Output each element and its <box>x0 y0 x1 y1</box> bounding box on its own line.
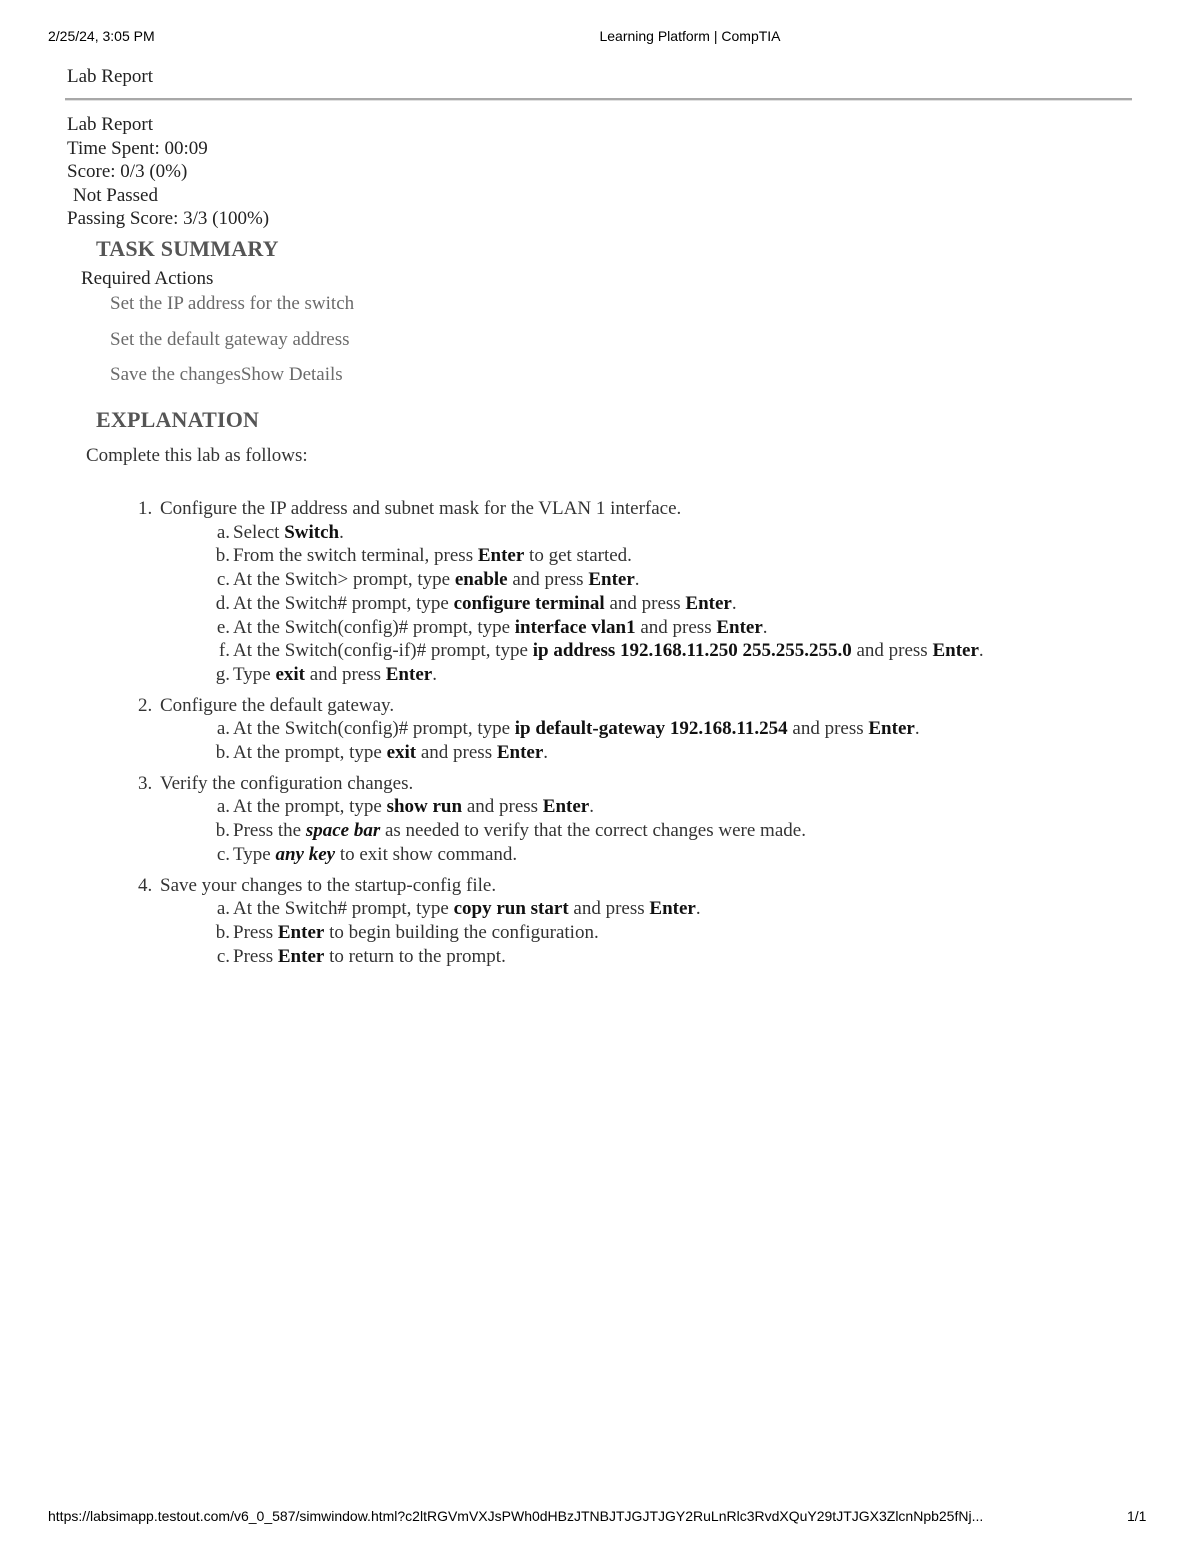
step-line <box>0 772 751 796</box>
sub-step <box>0 663 751 687</box>
step-line <box>0 497 751 521</box>
sub-step-letter: e. <box>216 616 230 638</box>
emphasized-key: any key <box>275 843 336 865</box>
sub-step <box>0 819 806 843</box>
sub-step <box>0 921 751 945</box>
sub-step <box>0 616 768 640</box>
sub-step-text: Press the space bar as needed to verify that the correct changes were made. <box>233 820 806 842</box>
summary-title: Lab Report <box>67 114 154 135</box>
required-actions-heading: Required Actions <box>81 268 214 289</box>
sub-step <box>0 795 751 819</box>
score: Score: 0/3 (0%) <box>67 161 188 182</box>
command-keyword: Switch <box>284 521 340 543</box>
sub-step-text: At the Switch# prompt, type copy run start and press Enter. <box>233 898 701 920</box>
pass-status: Not Passed <box>73 184 158 206</box>
sub-step <box>0 568 751 592</box>
sub-step-letter: a. <box>216 898 230 920</box>
sub-step-text: Type exit and press Enter. <box>233 663 437 685</box>
command-keyword: Enter <box>932 640 979 662</box>
command-keyword: interface vlan1 <box>514 616 636 638</box>
step-text: Configure the default gateway. <box>160 694 395 716</box>
command-keyword: Enter <box>496 742 544 764</box>
sub-step <box>0 843 751 867</box>
command-keyword: Enter <box>588 569 635 591</box>
command-keyword: Enter <box>716 616 763 638</box>
sub-step <box>0 639 984 663</box>
sub-step-text: Select Switch. <box>233 521 344 543</box>
sub-step-text: At the Switch# prompt, type configure terminal and press Enter. <box>233 592 737 614</box>
command-keyword: Enter <box>868 718 915 740</box>
instruction-step <box>0 874 751 969</box>
sub-step <box>0 544 751 568</box>
sub-step-text: At the prompt, type exit and press Enter. <box>233 742 549 764</box>
explanation-heading: EXPLANATION <box>96 407 260 432</box>
sub-step-letter: a. <box>216 521 230 543</box>
print-url: https://labsimapp.testout.com/v6_0_587/simwindow.html?c2ltRGVmVXJsPWh0dHBzJTNBJTJGJTJGY2RuLnRlc3RvdXQuY29tJTJGX3ZlcnNpb25fNj... <box>48 1508 984 1524</box>
step-number: 3. <box>138 772 153 794</box>
sub-step <box>0 592 751 616</box>
sub-step-letter: c. <box>216 569 230 591</box>
command-keyword: exit <box>275 663 306 685</box>
explanation-steps <box>0 497 984 975</box>
sub-step <box>0 741 751 765</box>
instruction-step <box>0 497 984 687</box>
command-keyword: Enter <box>477 545 525 567</box>
sub-step <box>0 945 751 969</box>
sub-step-text: Press Enter to return to the prompt. <box>233 945 506 967</box>
step-number: 2. <box>138 694 153 716</box>
sub-step-letter: g. <box>215 663 230 685</box>
sub-step-text: Press Enter to begin building the configuration. <box>233 921 599 943</box>
sub-step-letter: d. <box>215 592 230 614</box>
sub-step-text: At the prompt, type show run and press Enter. <box>233 796 594 818</box>
command-keyword: enable <box>454 569 508 591</box>
time-spent: Time Spent: 00:09 <box>67 137 208 159</box>
sub-step-letter: b. <box>215 820 230 842</box>
sub-step-letter: c. <box>216 843 230 865</box>
required-actions-list <box>110 292 354 399</box>
sub-step-letter: b. <box>215 742 230 764</box>
instruction-step <box>0 772 806 867</box>
emphasized-key: space bar <box>305 820 381 842</box>
command-keyword: Enter <box>542 796 590 818</box>
sub-step <box>0 521 751 545</box>
instruction-step <box>0 694 920 765</box>
task-summary-heading: TASK SUMMARY <box>96 236 279 261</box>
sub-step-letter: c. <box>216 945 230 967</box>
passing-score: Passing Score: 3/3 (100%) <box>67 208 270 229</box>
print-page-count: 1/1 <box>1127 1508 1147 1524</box>
sub-step <box>0 717 920 741</box>
sub-step-text: At the Switch> prompt, type enable and press Enter. <box>233 569 640 591</box>
command-keyword: Enter <box>277 921 325 943</box>
command-keyword: show run <box>386 796 463 818</box>
sub-step-letter: f. <box>218 640 230 662</box>
required-action-with-details-link[interactable]: Save the changesShow Details <box>110 364 343 385</box>
print-page-title: Learning Platform | CompTIA <box>599 28 781 44</box>
page-title: Lab Report <box>67 66 154 87</box>
command-keyword: Enter <box>385 663 433 685</box>
step-number: 1. <box>138 498 153 519</box>
sub-step-letter: b. <box>215 545 230 567</box>
sub-step-text: At the Switch(config-if)# prompt, type ip address 192.168.11.250 255.255.255.0 and press Enter. <box>233 640 984 662</box>
step-text: Save your changes to the startup-config file. <box>160 874 497 896</box>
command-keyword: ip default-gateway 192.168.11.254 <box>514 718 788 740</box>
sub-step-text: At the Switch(config)# prompt, type interface vlan1 and press Enter. <box>233 616 768 638</box>
score-summary <box>67 113 269 231</box>
command-keyword: Enter <box>277 945 325 967</box>
step-line <box>0 694 751 718</box>
explanation-intro: Complete this lab as follows: <box>86 445 308 466</box>
sub-step-text: At the Switch(config)# prompt, type ip default-gateway 192.168.11.254 and press Enter. <box>233 718 920 740</box>
sub-step-text: From the switch terminal, press Enter to get started. <box>233 545 632 567</box>
command-keyword: ip address 192.168.11.250 255.255.255.0 <box>532 640 852 662</box>
title-divider <box>65 98 1132 101</box>
command-keyword: Enter <box>685 592 732 614</box>
step-text: Configure the IP address and subnet mask for the VLAN 1 interface. <box>160 498 682 519</box>
sub-step <box>0 897 751 921</box>
required-action: Set the IP address for the switch <box>110 293 355 314</box>
step-text: Verify the configuration changes. <box>160 772 414 794</box>
sub-step-letter: a. <box>216 796 230 818</box>
command-keyword: Enter <box>649 898 696 920</box>
sub-step-letter: a. <box>216 718 230 740</box>
step-number: 4. <box>138 874 153 896</box>
command-keyword: exit <box>386 742 417 764</box>
command-keyword: configure terminal <box>453 592 605 614</box>
command-keyword: copy run start <box>453 898 569 920</box>
sub-step-letter: b. <box>215 921 230 943</box>
required-action: Set the default gateway address <box>110 328 350 350</box>
print-datetime: 2/25/24, 3:05 PM <box>48 28 155 44</box>
sub-step-text: Type any key to exit show command. <box>233 843 518 865</box>
step-line <box>0 874 751 898</box>
